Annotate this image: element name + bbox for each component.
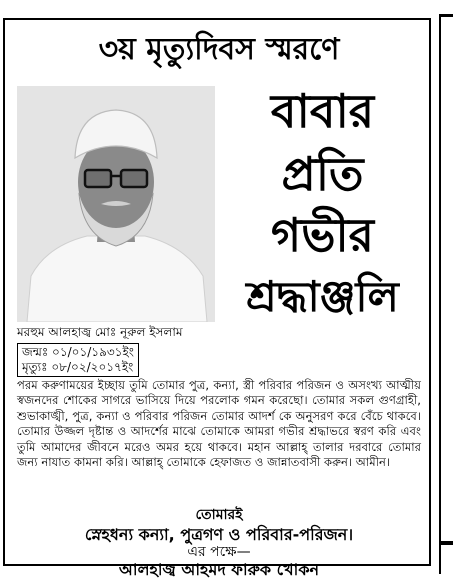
portrait-photo xyxy=(17,86,215,322)
tribute-line-4: শ্রদ্ধাঞ্জলি xyxy=(246,272,399,321)
adjacent-column-border xyxy=(439,14,453,574)
portrait-illustration xyxy=(17,86,215,322)
closing-signatory: আলহাজ্ব আহমদ ফারুক খোকন xyxy=(118,560,320,579)
tribute-line-3: গভীর xyxy=(271,208,374,262)
closing-on-behalf: এর পক্ষে— xyxy=(187,544,251,560)
memorial-advertisement xyxy=(3,18,431,579)
tribute-line-1: বাবার xyxy=(270,84,375,138)
adjacent-column-rule xyxy=(439,541,453,545)
anniversary-heading: ৩য় মৃত্যুদিবস স্মরণে xyxy=(98,32,340,67)
birth-date: জন্মঃ ০১/০১/১৯৩১ইং xyxy=(22,345,134,359)
tribute-line-2: প্রতি xyxy=(281,147,364,201)
dates-box xyxy=(17,343,139,377)
tribute-body-text: পরম করুণাময়ের ইচ্ছায় তুমি তোমার পুত্র, কন্যা, স্ত্রী পরিবার পরিজন ও অসংখ্য আত্মীয় স্বজনদের শোকের সাগরে ভাসিয়ে দিয়ে পরলোক গমন করেছো। তোমার সকল গুণগ্রাহী, শুভাকাঙ্খী, পুত্র, কন্যা ও পরিবার পরিজন তোমার আদর্শ কে অনুসরণ করে বেঁচে থাকবে। তোমার উজ্জল দৃষ্টান্ত ও আদর্শের মাঝে তোমাকে আমরা গভীর শ্রদ্ধাভরে স্বরণ করি এবং তুমি আমাদের জীবনে মরেও অমর হয়ে থাকবে। মহান আল্লাহ্‌ তালার দরবারে তোমার জন্য নাযাত কামনা করি। আল্লাহ্‌ তোমাকে হেফাজত ও জান্নাতবাসী করুন। আমীন। xyxy=(17,378,421,470)
photo-caption: মরহুম আলহাজ্ব মোঃ নূরুল ইসলাম xyxy=(17,325,183,339)
closing-family: স্নেহধন্য কন্যা, পুত্রগণ ও পরিবার-পরিজন। xyxy=(84,525,354,544)
closing-yours: তোমারই xyxy=(195,507,243,523)
death-date: মৃত্যুঃ ০৮/০২/২০১৭ইং xyxy=(22,360,134,374)
